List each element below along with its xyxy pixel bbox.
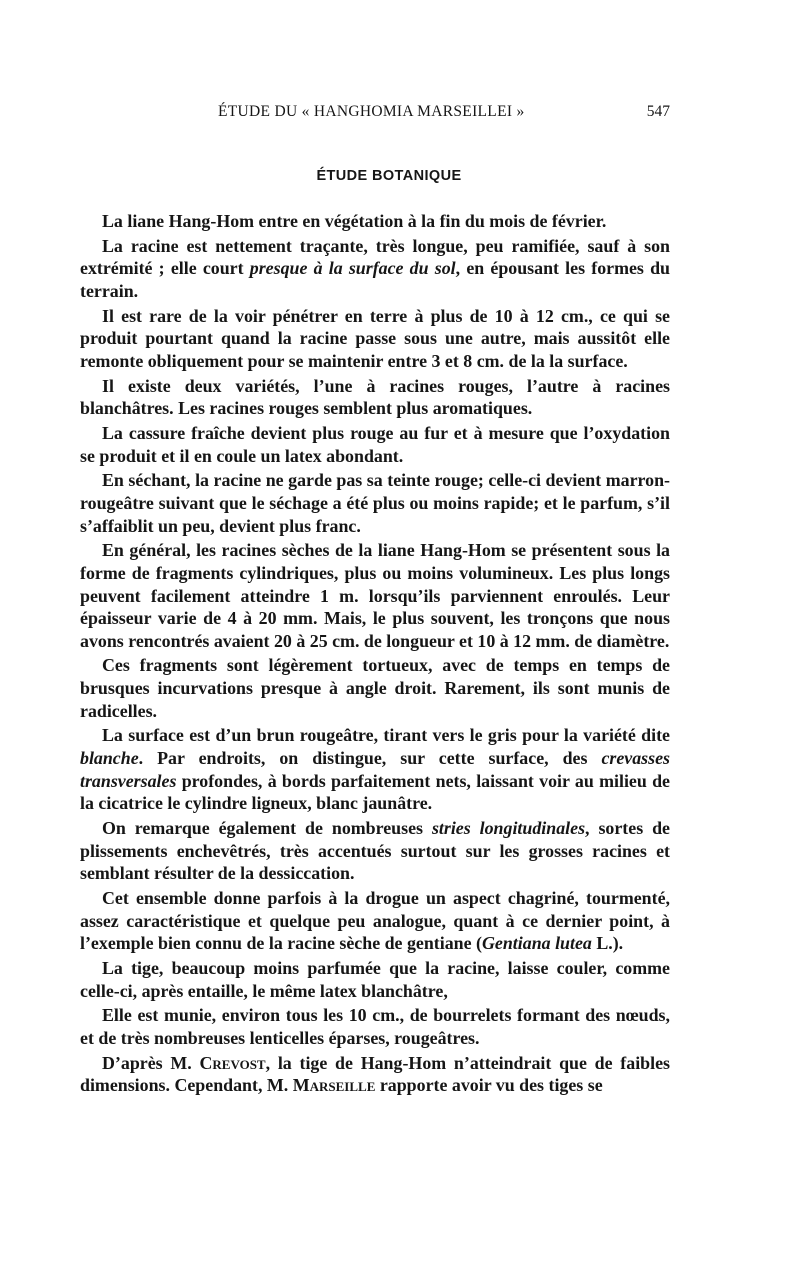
author-name: Crevost (199, 1052, 266, 1073)
paragraph (80, 654, 670, 722)
italic-text: Gentiana lutea (482, 933, 592, 954)
italic-text: crevasses transversales (80, 748, 670, 791)
text-run: D’après M. (102, 1052, 200, 1073)
text-run: En séchant, la racine ne garde pas sa teinte rouge; celle-ci devient marron-rougeâtre suivant que le séchage a été plus ou moins rapide; et le parfum, s’il s’affaiblit un peu, devient plus franc. (80, 470, 670, 536)
text-run: . Par endroits, on distingue, sur cette surface, des (138, 748, 602, 769)
text-run: Cet ensemble donne parfois à la drogue un aspect chagriné, tourmenté, assez caractéristique et quelque peu analogue, quant à ce dernier point, à l’exemple bien connu de la racine sèche de gentiane ( (80, 888, 670, 954)
italic-text: presque à la surface du sol (249, 258, 456, 279)
author-name: Marseille (292, 1075, 376, 1096)
text-run: , la tige de Hang-Hom n’atteindrait que de faibles dimensions. Cependant, M. (80, 1052, 670, 1096)
paragraph (80, 887, 670, 955)
body-text (80, 210, 670, 1099)
paragraph (80, 422, 670, 467)
paragraph (80, 1004, 670, 1049)
text-run: La racine est nettement traçante, très longue, peu ramifiée, sauf à son extrémité ; elle court (80, 235, 670, 279)
paragraph (80, 539, 670, 652)
text-run: La tige, beaucoup moins parfumée que la racine, laisse couler, comme celle-ci, après entaille, le même latex blanchâtre, (80, 958, 670, 1001)
paragraph (80, 375, 670, 420)
text-run: , en épousant les formes du terrain. (80, 258, 670, 301)
text-run: Elle est munie, environ tous les 10 cm., de bourrelets formant des nœuds, et de très nombreuses lenticelles éparses, rougeâtres. (80, 1005, 670, 1048)
text-run: Il existe deux variétés, l’une à racines rouges, l’autre à racines blanchâtres. Les racines rouges semblent plus aromatiques. (80, 375, 670, 419)
text-run: Il est rare de la voir pénétrer en terre à plus de 10 à 12 cm., ce qui se produit pourtant quand la racine passe sous une autre, mais aussitôt elle remonte obliquement pour se maintenir entre 3 et 8 cm. de la la surface. (80, 305, 670, 371)
text-run: La liane Hang-Hom entre en végétation à la fin du mois de février. (102, 211, 607, 231)
paragraph (80, 957, 670, 1002)
paragraph (80, 469, 670, 537)
paragraph (80, 235, 670, 303)
text-run: rapporte avoir vu des tiges se (375, 1075, 603, 1096)
text-run: Ces fragments sont légèrement tortueux, avec de temps en temps de brusques incurvations presque à angle droit. Rarement, ils sont munis de radicelles. (80, 655, 670, 721)
italic-text: blanche (80, 748, 139, 769)
text-run: profondes, à bords parfaitement nets, laissant voir au milieu de la cicatrice le cylindre ligneux, blanc jaunâtre. (80, 770, 670, 814)
section-title: ÉTUDE BOTANIQUE (316, 168, 462, 184)
text-run: On remarque également de nombreuses (102, 818, 432, 839)
text-run: La surface est d’un brun rougeâtre, tirant vers le gris pour la variété dite (102, 725, 670, 746)
paragraph (80, 1052, 670, 1097)
text-run: , sortes de plissements enchevêtrés, très accentués surtout sur les grosses racines et semblant résulter de la dessiccation. (80, 818, 670, 884)
paragraph (80, 724, 670, 815)
running-head (108, 103, 670, 129)
page-number: 547 (646, 103, 670, 120)
paragraph (80, 305, 670, 373)
paragraph (80, 210, 670, 233)
text-run: La cassure fraîche devient plus rouge au fur et à mesure que l’oxydation se produit et il en coule un latex abondant. (80, 422, 670, 466)
text-run: En général, les racines sèches de la liane Hang-Hom se présentent sous la forme de fragments cylindriques, plus ou moins volumineux. Les plus longs peuvent facilement atteindre 1 m. lorsqu’ils parviennent enroulés. Leur épaisseur varie de 4 à 20 mm. Mais, le plus souvent, les tronçons que nous avons rencontrés avaient 20 à 25 cm. de longueur et 10 à 12 mm. de diamètre. (80, 540, 670, 651)
running-title: ÉTUDE DU « HANGHOMIA MARSEILLEI » (218, 103, 525, 120)
italic-text: stries longitudinales (431, 818, 586, 839)
text-run: L.). (591, 933, 624, 954)
paragraph (80, 817, 670, 885)
